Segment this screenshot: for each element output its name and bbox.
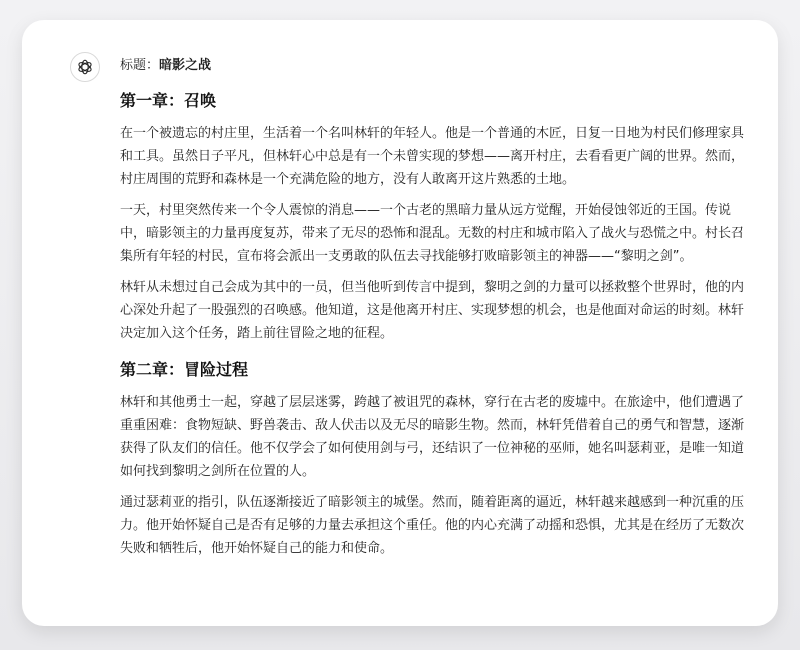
story-title	[120, 56, 748, 76]
chapter-2-paragraph-1: 林轩和其他勇士一起，穿越了层层迷雾，跨越了被诅咒的森林，穿行在古老的废墟中。在旅途中，他们遭遇了重重困难：食物短缺、野兽袭击、敌人伏击以及无尽的暗影生物。然而，林轩凭借着自己的勇气和智慧，逐渐获得了队友们的信任。他不仅学会了如何使用剑与弓，还结识了一位神秘的巫师，她名叫瑟莉亚，是唯一知道如何找到黎明之剑所在位置的人。	[120, 395, 745, 479]
openai-logo-icon	[76, 58, 94, 76]
chapter-1-paragraph-2: 一天，村里突然传来一个令人震惊的消息——一个古老的黑暗力量从远方觉醒，开始侵蚀邻近的王国。传说中，暗影领主的力量再度复苏，带来了无尽的恐怖和混乱。无数的村庄和城市陷入了战火与恐慌之中。村长召集所有年轻的村民，宣布将会派出一支勇敢的队伍去寻找能够打败暗影领主的神器——“黎明之剑”。	[120, 203, 745, 264]
chapter-1-heading: 第一章：召唤	[120, 91, 217, 110]
title-prefix: 标题：	[120, 58, 160, 73]
chapter-2-heading: 第二章：冒险过程	[120, 360, 249, 379]
message-content	[120, 56, 748, 568]
chapter-1-paragraph-1: 在一个被遗忘的村庄里，生活着一个名叫林轩的年轻人。他是一个普通的木匠，日复一日地为村民们修理家具和工具。虽然日子平凡，但林轩心中总是有一个未曾实现的梦想——离开村庄，去看看更广阔的世界。然而，村庄周围的荒野和森林是一个充满危险的地方，没有人敢离开这片熟悉的土地。	[120, 126, 745, 187]
title-value: 暗影之战	[159, 58, 212, 73]
chapter-2-paragraph-2: 通过瑟莉亚的指引，队伍逐渐接近了暗影领主的城堡。然而，随着距离的逼近，林轩越来越感到一种沉重的压力。他开始怀疑自己是否有足够的力量去承担这个重任。他的内心充满了动摇和恐惧，尤其是在经历了无数次失败和牺牲后，他开始怀疑自己的能力和使命。	[120, 495, 745, 556]
chapter-1-paragraph-3: 林轩从未想过自己会成为其中的一员，但当他听到传言中提到，黎明之剑的力量可以拯救整个世界时，他的内心深处升起了一股强烈的召唤感。他知道，这是他离开村庄、实现梦想的机会，也是他面对命运的时刻。林轩决定加入这个任务，踏上前往冒险之地的征程。	[120, 280, 745, 341]
assistant-avatar	[70, 52, 100, 82]
chat-message-card	[22, 20, 778, 626]
